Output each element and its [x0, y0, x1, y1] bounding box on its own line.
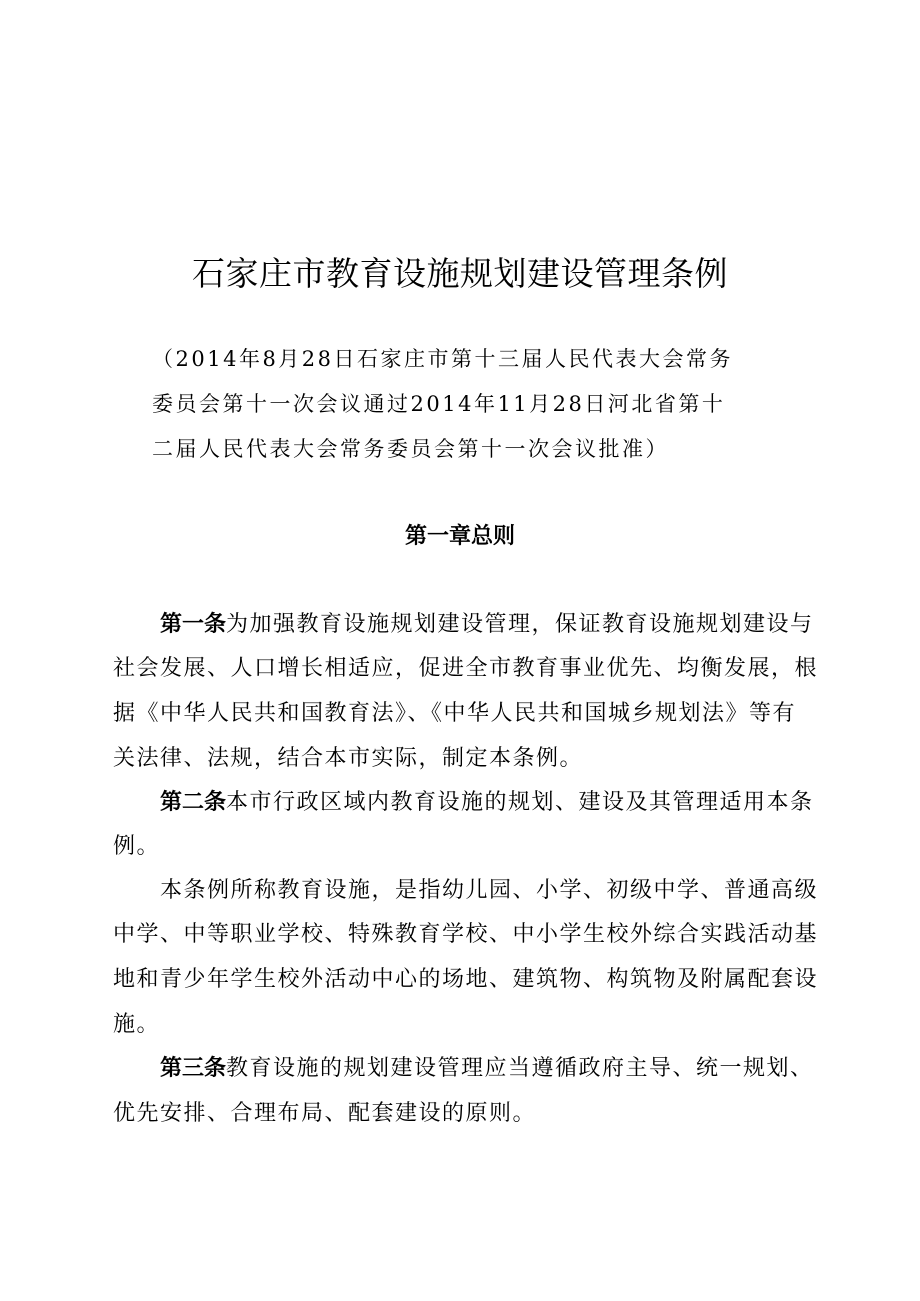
document-title: 石家庄市教育设施规划建设管理条例: [192, 254, 728, 293]
adoption-note-line-1: （2014年8月28日石家庄市第十三届人民代表大会常务: [152, 347, 734, 371]
article-3-text: 教育设施的规划建设管理应当遵循政府主导、统一规划、: [226, 1056, 814, 1081]
article-3-line-2: 优先安排、合理布局、配套建设的原则。: [113, 1101, 537, 1126]
article-2-line-2: 例。: [113, 834, 161, 859]
article-2-first-line: [160, 788, 814, 818]
adoption-note-line-2: 委员会第十一次会议通过2014年11月28日河北省第十: [152, 392, 726, 416]
article-2-number: 第二条: [160, 790, 227, 815]
article-3-number: 第三条: [160, 1056, 227, 1081]
adoption-note-line-3: 二届人民代表大会常务委员会第十一次会议批准）: [152, 437, 669, 461]
article-1-line-3: 据《中华人民共和国教育法》、《中华人民共和国城乡规划法》等有: [113, 701, 797, 726]
article-1-line-4: 关法律、法规，结合本市实际，制定本条例。: [113, 746, 584, 771]
article-1-text: 为加强教育设施规划建设管理，保证教育设施规划建设与: [226, 612, 814, 637]
chapter-title: 第一章总则: [404, 524, 515, 549]
article-2-para-line-1: 本条例所称教育设施，是指幼儿园、小学、初级中学、普通高级: [160, 878, 819, 903]
article-2-para-line-3: 地和青少年学生校外活动中心的场地、建筑物、构筑物及附属配套设: [113, 967, 819, 992]
article-1-first-line: [160, 610, 814, 640]
article-2-text: 本市行政区域内教育设施的规划、建设及其管理适用本条: [226, 790, 814, 815]
article-3-first-line: [160, 1054, 814, 1084]
article-2-para-line-4: 施。: [113, 1012, 161, 1037]
article-2-para-line-2: 中学、中等职业学校、特殊教育学校、中小学生校外综合实践活动基: [113, 922, 819, 947]
article-1-number: 第一条: [160, 612, 227, 637]
article-1-line-2: 社会发展、人口增长相适应，促进全市教育事业优先、均衡发展，根: [113, 656, 819, 681]
